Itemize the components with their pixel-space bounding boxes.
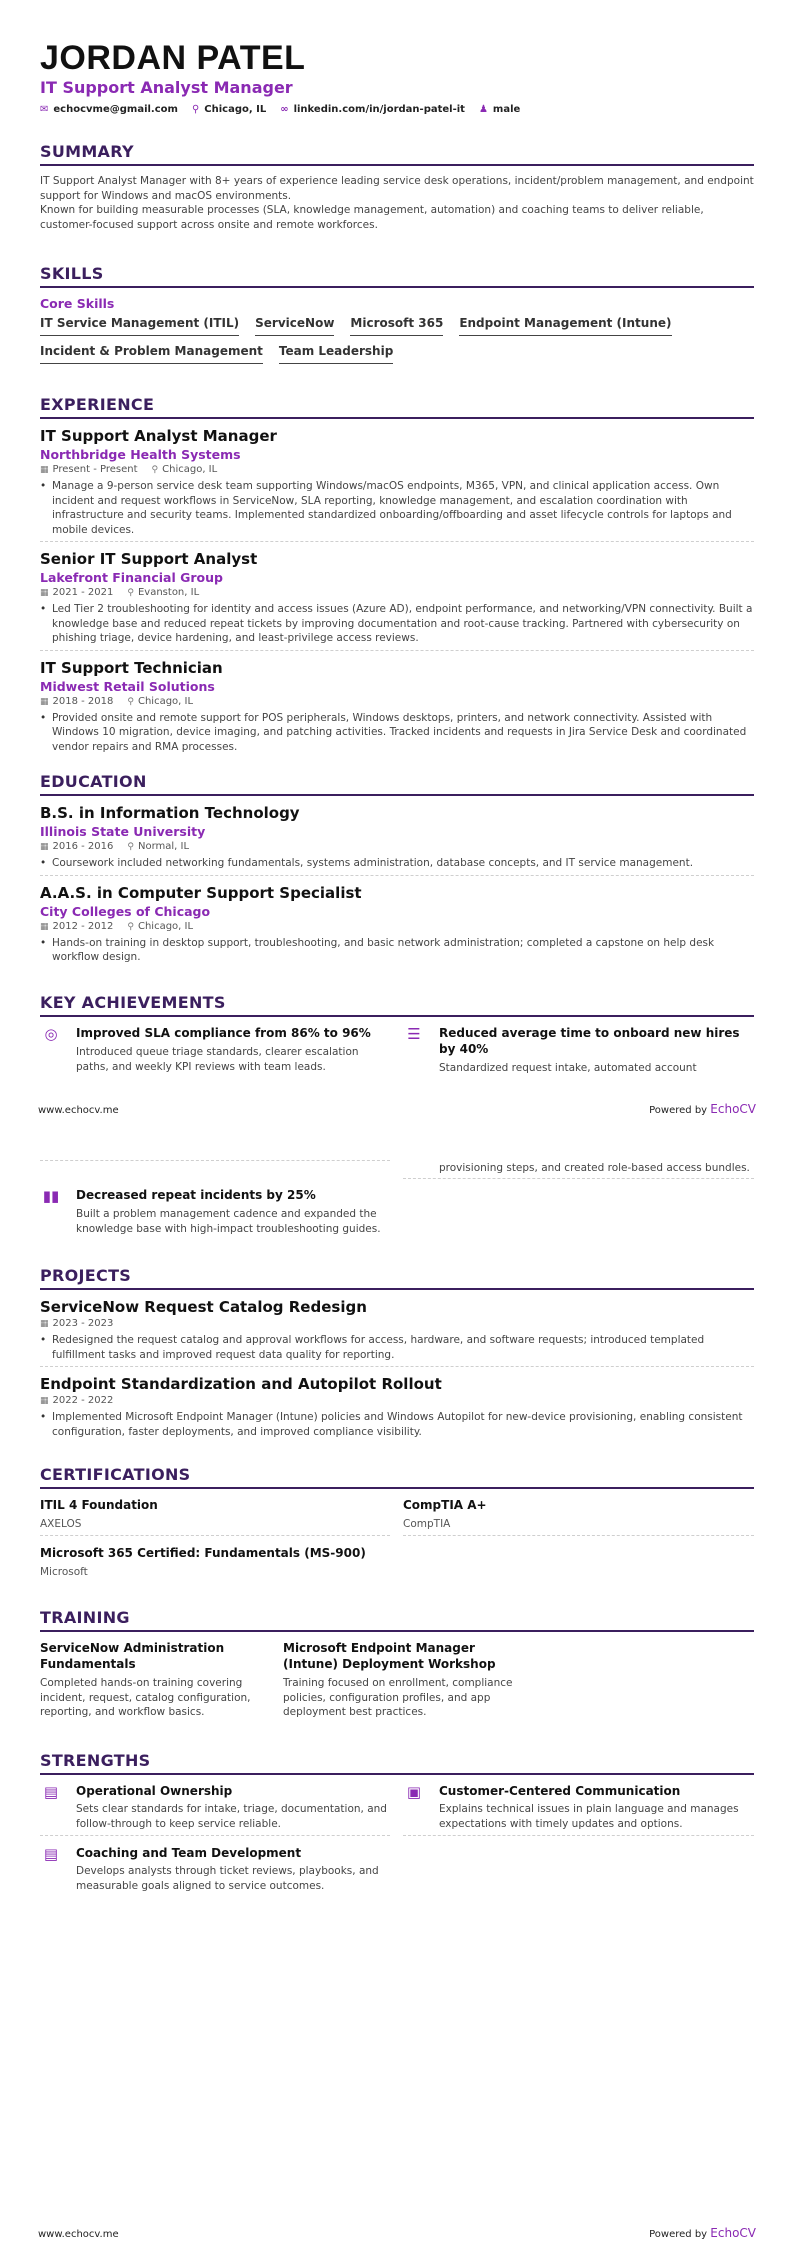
achievement-title: Reduced average time to onboard new hires by 40% [439, 1026, 740, 1056]
job-location: Chicago, IL [162, 464, 218, 475]
footer-site[interactable]: www.echocv.me [38, 2229, 119, 2240]
project-title: ServiceNow Request Catalog Redesign [40, 1298, 367, 1316]
calendar-icon: ▦ [40, 921, 49, 932]
degree-title: A.A.S. in Computer Support Specialist [40, 883, 362, 902]
location-pin-icon: ⚲ [127, 842, 134, 852]
email-text: echocvme@gmail.com [53, 104, 178, 115]
certification-name: ITIL 4 Foundation [40, 1498, 158, 1512]
project-meta [40, 1317, 754, 1331]
certification-item [403, 1497, 754, 1536]
skill-chip: Incident & Problem Management [40, 344, 263, 364]
project-meta [40, 1394, 754, 1408]
job-dates: Present - Present [52, 464, 138, 475]
contact-linkedin[interactable] [280, 104, 465, 115]
footer-site[interactable]: www.echocv.me [38, 1105, 119, 1116]
job-company: Northbridge Health Systems [40, 447, 241, 462]
projects-heading: PROJECTS [40, 1266, 132, 1285]
certification-org: CompTIA [403, 1518, 451, 1530]
job-location: Chicago, IL [137, 695, 194, 707]
summary-paragraph-1: IT Support Analyst Manager with 8+ years of experience leading service desk operations, incident/problem management, and endpoint support for Windows and macOS environments. [40, 175, 754, 202]
job-meta [40, 586, 754, 600]
achievement-title: Decreased repeat incidents by 25% [76, 1188, 316, 1202]
training-heading: TRAINING [40, 1608, 130, 1627]
project-entry [40, 1375, 754, 1439]
education-dates: 2012 - 2012 [52, 920, 114, 932]
certification-name: Microsoft 365 Certified: Fundamentals (MS-900) [40, 1546, 366, 1560]
achievement-description: Built a problem management cadence and expanded the knowledge base with high-impact troubleshooting guides. [76, 1208, 381, 1235]
footer-brand[interactable] [649, 2226, 756, 2240]
achievement-description: Standardized request intake, automated account [439, 1062, 697, 1074]
summary-paragraph-2: Known for building measurable processes (SLA, knowledge management, automation) and coaching teams to deliver reliable, customer-focused support across onsite and remote workforces. [40, 204, 704, 231]
strength-item [403, 1783, 754, 1836]
skills-row-1 [40, 316, 754, 336]
location-pin-icon: ⚲ [127, 588, 134, 598]
education-meta [40, 840, 754, 854]
candidate-name: JORDAN PATEL [40, 39, 306, 77]
calendar-icon: ▦ [40, 1396, 49, 1406]
education-entry [40, 804, 754, 876]
training-item [40, 1640, 260, 1720]
person-icon: ♟ [478, 103, 488, 115]
section-divider [40, 1015, 754, 1017]
target-icon: ◎ [44, 1025, 58, 1043]
certification-org: Microsoft [40, 1566, 88, 1578]
education-description: • Coursework included networking fundamentals, systems administration, database concepts, and IT service management. [40, 856, 754, 871]
strength-description: Develops analysts through ticket reviews, playbooks, and measurable goals aligned to service outcomes. [76, 1865, 379, 1892]
job-title: IT Support Analyst Manager [40, 427, 277, 445]
section-divider [40, 1487, 754, 1489]
education-entry [40, 884, 754, 965]
store-icon: ▣ [406, 1783, 422, 1801]
project-entry [40, 1298, 754, 1367]
summary-section [40, 142, 754, 232]
job-title: IT Support Technician [40, 658, 223, 677]
calendar-icon: ▦ [40, 465, 49, 475]
job-dates: 2021 - 2021 [52, 587, 114, 598]
strength-item [40, 1845, 390, 1893]
strengths-section [40, 1751, 754, 1775]
document-icon: ▤ [43, 1845, 59, 1863]
powered-by-text: Powered by [649, 2229, 708, 2240]
link-icon: ∞ [280, 103, 289, 115]
school-name: Illinois State University [40, 824, 206, 839]
strength-title: Coaching and Team Development [76, 1846, 302, 1860]
brand-name: EchoCV [710, 2226, 756, 2240]
linkedin-text: linkedin.com/in/jordan-patel-it [293, 104, 465, 115]
skill-chip: Endpoint Management (Intune) [459, 316, 671, 336]
location-text: Chicago, IL [204, 104, 267, 115]
calendar-icon: ▦ [40, 842, 49, 852]
strength-title: Customer-Centered Communication [439, 1784, 681, 1798]
achievement-item [403, 1025, 754, 1076]
achievement-divider [403, 1178, 754, 1179]
document-icon: ▤ [43, 1783, 59, 1801]
skills-group-label: Core Skills [40, 296, 115, 311]
achievement-divider [40, 1160, 390, 1161]
strength-description: Explains technical issues in plain language and manages expectations with timely updates and options. [439, 1803, 739, 1830]
achievement-item [40, 1187, 390, 1236]
certification-item [40, 1497, 390, 1536]
certification-name: CompTIA A+ [403, 1498, 487, 1512]
section-divider [40, 1773, 754, 1775]
achievement-description: Introduced queue triage standards, clearer escalation paths, and weekly KPI reviews with team leads. [76, 1046, 359, 1073]
job-entry [40, 427, 754, 542]
powered-by-text: Powered by [649, 1105, 708, 1116]
education-location: Chicago, IL [137, 920, 194, 932]
job-meta [40, 695, 754, 709]
skill-chip: IT Service Management (ITIL) [40, 316, 239, 336]
job-title: Senior IT Support Analyst [40, 550, 258, 568]
brand-name: EchoCV [710, 1102, 756, 1116]
achievement-item [40, 1025, 390, 1074]
section-divider [40, 1630, 754, 1632]
degree-title: B.S. in Information Technology [40, 804, 300, 822]
experience-section [40, 395, 754, 754]
calendar-icon: ▦ [40, 1319, 49, 1329]
education-description: • Hands-on training in desktop support, troubleshooting, and basic network administration; completed a capstone on help desk workflow design. [40, 936, 754, 965]
project-description: • Redesigned the request catalog and approval workflows for access, hardware, and software requests; introduced templated fulfillment tasks and improved request data quality for reporting. [40, 1333, 754, 1362]
strength-item [40, 1783, 390, 1836]
skills-heading: SKILLS [40, 264, 104, 283]
education-section [40, 772, 754, 965]
training-name: Microsoft Endpoint Manager (Intune) Deployment Workshop [283, 1641, 496, 1671]
job-description: • Led Tier 2 troubleshooting for identity and access issues (Azure AD), endpoint performance, and networking/VPN connectivity. Built a knowledge base and reduced repeat tickets by improving documentation and root-cause tracking. Partnered with cybersecurity on phishing triage, device hardening, and least-privilege access reviews. [40, 602, 754, 646]
job-dates: 2018 - 2018 [52, 695, 114, 707]
candidate-role: IT Support Analyst Manager [40, 78, 293, 97]
section-divider [40, 794, 754, 796]
book-icon: ▮▮ [42, 1187, 60, 1205]
job-description: • Manage a 9-person service desk team supporting Windows/macOS endpoints, M365, VPN, and clinical application access. Own incident and request workflows in ServiceNow, SLA reporting, knowledge management, and escalation coordination with infrastructure and security teams. Implemented standardized onboarding/offboarding and asset lifecycle controls for laptops and mobile devices. [40, 479, 754, 537]
achievement-description-continued: provisioning steps, and created role-based access bundles. [439, 1162, 750, 1174]
education-meta [40, 920, 754, 934]
calendar-icon: ▦ [40, 588, 49, 598]
job-company: Midwest Retail Solutions [40, 678, 215, 694]
calendar-icon: ▦ [40, 696, 49, 707]
section-divider [40, 417, 754, 419]
achievements-heading: KEY ACHIEVEMENTS [40, 993, 226, 1012]
section-divider [40, 164, 754, 166]
training-item [283, 1640, 523, 1720]
education-heading: EDUCATION [40, 772, 147, 791]
header [40, 40, 754, 115]
project-dates: 2022 - 2022 [52, 1395, 114, 1406]
education-location: Normal, IL [137, 841, 190, 852]
strength-title: Operational Ownership [76, 1784, 233, 1798]
job-entry [40, 550, 754, 651]
training-description: Completed hands-on training covering incident, request, catalog configuration, reporting, and workflow basics. [40, 1677, 251, 1718]
contact-location [192, 104, 266, 115]
location-pin-icon: ⚲ [127, 921, 134, 932]
achievements-section [40, 993, 754, 1017]
location-pin-icon: ⚲ [191, 103, 200, 115]
strength-description: Sets clear standards for intake, triage, documentation, and follow-through to keep service reliable. [76, 1803, 387, 1830]
gender-text: male [492, 104, 521, 115]
job-meta [40, 463, 754, 477]
strengths-heading: STRENGTHS [40, 1751, 151, 1770]
project-description: • Implemented Microsoft Endpoint Manager (Intune) policies and Windows Autopilot for new-device provisioning, enabling consistent configuration, faster deployments, and improved compliance visibility. [40, 1410, 754, 1439]
certifications-heading: CERTIFICATIONS [40, 1465, 191, 1484]
section-divider [40, 286, 754, 288]
skills-row-2 [40, 344, 754, 364]
education-dates: 2016 - 2016 [52, 841, 114, 852]
job-entry [40, 659, 754, 755]
email-icon: ✉ [40, 103, 49, 115]
school-name: City Colleges of Chicago [40, 903, 211, 919]
contact-email[interactable] [40, 104, 178, 115]
location-pin-icon: ⚲ [127, 696, 134, 707]
project-title: Endpoint Standardization and Autopilot Rollout [40, 1375, 442, 1393]
projects-section [40, 1266, 754, 1439]
job-location: Evanston, IL [137, 587, 200, 598]
summary-heading: SUMMARY [40, 142, 134, 161]
skill-chip: Microsoft 365 [350, 316, 443, 336]
job-description: • Provided onsite and remote support for POS peripherals, Windows desktops, printers, and network connectivity. Assisted with Windows 10 migration, device imaging, and patching activities. Tracked incidents and requests in Jira Service Desk and coordinated vendor repairs and RMA processes. [40, 711, 754, 755]
database-icon: ☰ [407, 1025, 421, 1043]
contact-gender [479, 104, 520, 115]
certification-org: AXELOS [40, 1518, 82, 1530]
contact-row [40, 104, 754, 115]
skill-chip: Team Leadership [279, 344, 393, 364]
achievement-title: Improved SLA compliance from 86% to 96% [76, 1026, 371, 1040]
certifications-section [40, 1465, 754, 1489]
skill-chip: ServiceNow [255, 316, 334, 336]
training-section [40, 1608, 754, 1632]
footer-brand[interactable] [649, 1102, 756, 1116]
location-pin-icon: ⚲ [151, 465, 159, 475]
project-dates: 2023 - 2023 [52, 1318, 114, 1329]
experience-heading: EXPERIENCE [40, 395, 155, 414]
certification-item [40, 1545, 440, 1579]
section-divider [40, 1288, 754, 1290]
job-company: Lakefront Financial Group [40, 570, 223, 585]
skills-section [40, 264, 754, 364]
training-name: ServiceNow Administration Fundamentals [40, 1641, 225, 1671]
training-description: Training focused on enrollment, compliance policies, configuration profiles, and app deployment best practices. [283, 1677, 513, 1718]
